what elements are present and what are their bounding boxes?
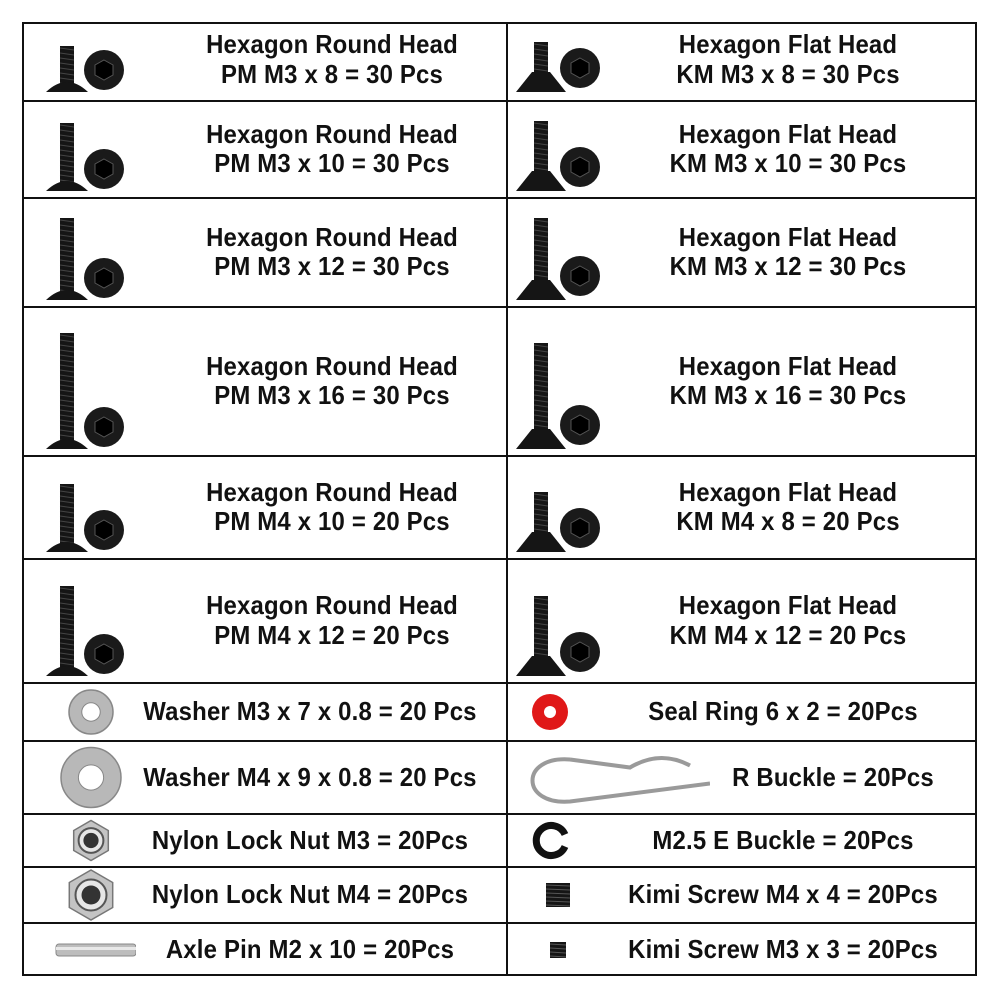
part-type: Hexagon Round Head — [206, 350, 458, 381]
part-spec: KM M3 x 8 = 30 Pcs — [676, 58, 900, 89]
washer-icon — [36, 742, 136, 813]
part-label — [135, 697, 485, 727]
flat-head-screw-icon — [510, 457, 610, 558]
part-spec: R Buckle = 20Pcs — [732, 761, 934, 792]
part-cell-left — [22, 457, 506, 558]
part-cell-left — [22, 199, 506, 306]
part-spec: Axle Pin M2 x 10 = 20Pcs — [165, 934, 455, 964]
part-cell-right — [508, 742, 977, 813]
flat-head-screw-icon — [510, 560, 610, 682]
part-cell-left — [22, 742, 506, 813]
part-spec: PM M3 x 16 = 30 Pcs — [214, 380, 450, 411]
part-spec: PM M3 x 10 = 30 Pcs — [214, 148, 450, 179]
part-label — [641, 478, 935, 538]
seal-ring-icon — [510, 684, 610, 740]
parts-row — [22, 197, 977, 306]
flat-head-screw-icon — [510, 199, 610, 306]
part-type: Hexagon Flat Head — [678, 221, 898, 252]
part-type: Hexagon Round Head — [206, 476, 458, 507]
r-buckle-icon — [510, 742, 710, 813]
part-spec: M2.5 E Buckle = 20Pcs — [652, 824, 914, 855]
part-spec: KM M3 x 12 = 30 Pcs — [669, 251, 907, 282]
part-label — [641, 352, 935, 412]
part-label — [613, 880, 953, 910]
part-type: Hexagon Flat Head — [678, 29, 898, 59]
part-type: Hexagon Flat Head — [678, 590, 898, 620]
part-spec: KM M4 x 8 = 20 Pcs — [676, 506, 900, 537]
part-cell-right — [508, 102, 977, 197]
part-cell-right — [508, 308, 977, 455]
part-type: Hexagon Round Head — [206, 29, 458, 59]
part-cell-left — [22, 924, 506, 976]
part-spec: Kimi Screw M4 x 4 = 20Pcs — [628, 879, 938, 909]
part-type: Hexagon Round Head — [206, 590, 458, 620]
part-spec: KM M3 x 16 = 30 Pcs — [669, 380, 907, 411]
parts-row — [22, 682, 977, 740]
part-label — [613, 826, 953, 856]
e-buckle-icon — [510, 815, 610, 866]
parts-row — [22, 740, 977, 813]
part-type: Hexagon Flat Head — [678, 476, 898, 507]
part-cell-left — [22, 815, 506, 866]
part-spec: KM M3 x 10 = 30 Pcs — [669, 148, 907, 179]
flat-head-screw-icon — [510, 22, 610, 100]
part-label — [613, 935, 953, 965]
round-head-screw-icon — [36, 102, 136, 197]
parts-row — [22, 455, 977, 558]
round-head-screw-icon — [36, 560, 136, 682]
lock-nut-icon — [36, 868, 136, 922]
part-label — [641, 120, 935, 180]
parts-row — [22, 306, 977, 455]
part-label — [185, 352, 479, 412]
part-type: Hexagon Round Head — [206, 221, 458, 252]
parts-row — [22, 922, 977, 976]
part-cell-left — [22, 22, 506, 100]
round-head-screw-icon — [36, 22, 136, 100]
parts-row — [22, 558, 977, 682]
part-spec: PM M4 x 10 = 20 Pcs — [214, 506, 450, 537]
part-cell-left — [22, 560, 506, 682]
part-spec: Washer M3 x 7 x 0.8 = 20 Pcs — [143, 696, 477, 726]
part-label — [185, 223, 479, 283]
part-label — [641, 30, 935, 90]
part-label — [185, 591, 479, 651]
part-label — [641, 223, 935, 283]
part-cell-right — [508, 22, 977, 100]
flat-head-screw-icon — [510, 308, 610, 455]
part-label — [709, 763, 957, 793]
part-spec: Seal Ring 6 x 2 = 20Pcs — [648, 696, 918, 726]
part-spec: Nylon Lock Nut M4 = 20Pcs — [151, 879, 469, 909]
parts-row — [22, 100, 977, 197]
part-spec: PM M3 x 8 = 30 Pcs — [220, 58, 444, 89]
part-label — [185, 30, 479, 90]
part-type: Hexagon Flat Head — [678, 350, 898, 381]
part-label — [135, 826, 485, 856]
part-cell-left — [22, 308, 506, 455]
part-cell-right — [508, 199, 977, 306]
round-head-screw-icon — [36, 199, 136, 306]
part-cell-right — [508, 560, 977, 682]
set-screw-icon — [510, 868, 610, 922]
parts-row — [22, 866, 977, 922]
part-cell-right — [508, 684, 977, 740]
part-cell-left — [22, 102, 506, 197]
part-spec: Kimi Screw M3 x 3 = 20Pcs — [628, 934, 938, 964]
part-label — [185, 120, 479, 180]
part-spec: Nylon Lock Nut M3 = 20Pcs — [151, 824, 469, 855]
part-cell-left — [22, 684, 506, 740]
part-label — [135, 763, 485, 793]
part-label — [135, 880, 485, 910]
part-cell-left — [22, 868, 506, 922]
part-label — [135, 935, 485, 965]
part-label — [641, 591, 935, 651]
flat-head-screw-icon — [510, 102, 610, 197]
part-spec: PM M3 x 12 = 30 Pcs — [214, 251, 450, 282]
part-cell-right — [508, 868, 977, 922]
part-spec: KM M4 x 12 = 20 Pcs — [669, 619, 907, 650]
part-type: Hexagon Flat Head — [678, 118, 898, 149]
round-head-screw-icon — [36, 457, 136, 558]
part-label — [185, 478, 479, 538]
parts-row — [22, 22, 977, 100]
part-cell-right — [508, 924, 977, 976]
lock-nut-icon — [36, 815, 136, 866]
parts-row — [22, 813, 977, 866]
set-screw-icon — [510, 924, 610, 976]
part-cell-right — [508, 815, 977, 866]
part-label — [613, 697, 953, 727]
part-spec: Washer M4 x 9 x 0.8 = 20 Pcs — [143, 761, 477, 792]
part-cell-right — [508, 457, 977, 558]
washer-icon — [36, 684, 136, 740]
part-spec: PM M4 x 12 = 20 Pcs — [214, 619, 450, 650]
round-head-screw-icon — [36, 308, 136, 455]
part-type: Hexagon Round Head — [206, 118, 458, 149]
axle-pin-icon — [36, 924, 136, 976]
